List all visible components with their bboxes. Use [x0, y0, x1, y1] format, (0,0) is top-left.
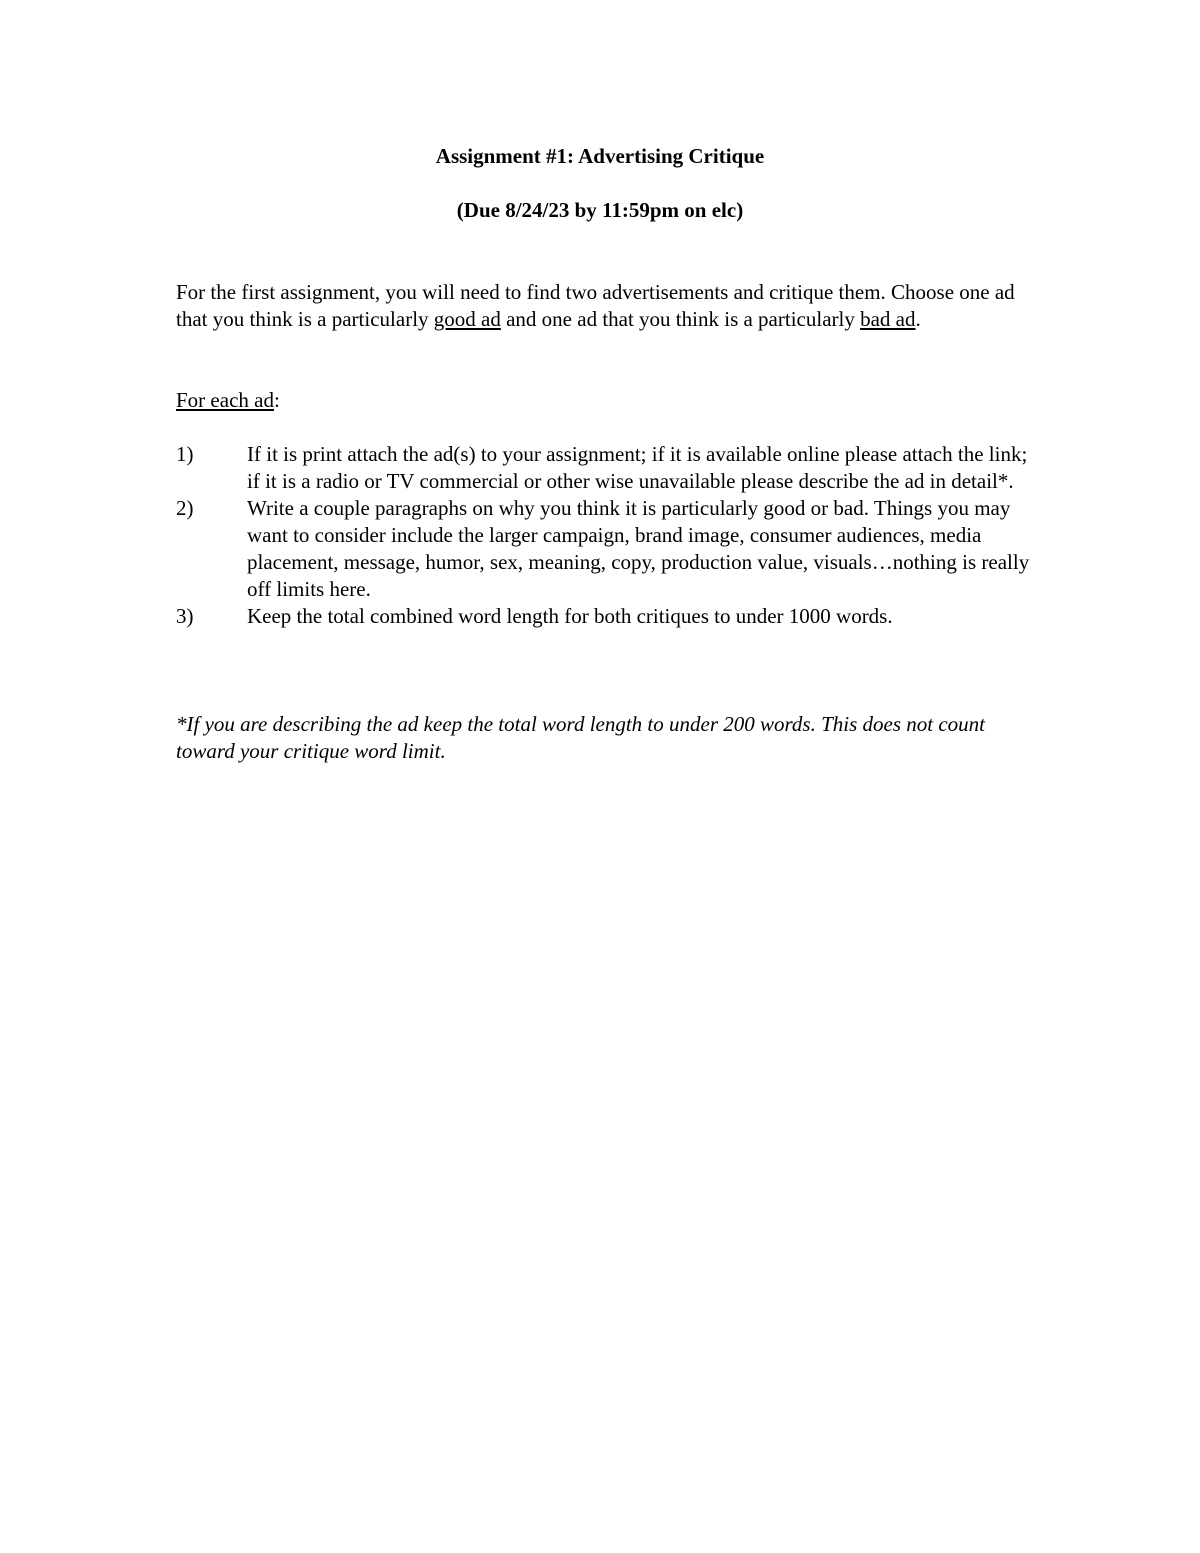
footnote: *If you are describing the ad keep the total word length to under 200 words. This does not count toward your critique word limit.	[176, 712, 986, 763]
list-item-number: 2)	[176, 496, 194, 520]
list-item-text: Write a couple paragraphs on why you think it is particularly good or bad. Things you may want to consider include the larger campaign, brand image, consumer audiences, media placement, message, humor, sex, meaning, copy, production value, visuals…nothing is really off limits here.	[247, 496, 1030, 601]
list-item	[176, 495, 1036, 603]
list-item-text: Keep the total combined word length for both critiques to under 1000 words.	[247, 604, 893, 628]
bad-ad-text: bad ad	[860, 307, 916, 331]
good-ad-text: good ad	[433, 307, 501, 331]
list-item	[176, 603, 1036, 630]
intro-text-3: .	[915, 307, 921, 331]
list-item-text: If it is print attach the ad(s) to your assignment; if it is available online please attach the link; if it is a radio or TV commercial or other wise unavailable please describe the ad in detail*.	[247, 442, 1028, 493]
for-each-colon: :	[273, 388, 280, 412]
intro-text-2: and one ad that you think is a particularly	[500, 307, 861, 331]
list-item-number: 1)	[176, 442, 194, 466]
for-each-heading	[176, 387, 280, 414]
document-title: Assignment #1: Advertising Critique	[435, 144, 765, 168]
for-each-label: For each ad	[176, 388, 274, 412]
due-date: (Due 8/24/23 by 11:59pm on elc)	[456, 198, 744, 222]
intro-text-1: For the first assignment, you will need to find two advertisements and critique them. Choose one ad that you think is a particularly	[176, 280, 1015, 331]
list-item-number: 3)	[176, 604, 194, 628]
intro-paragraph	[176, 279, 1016, 333]
instruction-list	[176, 441, 1036, 630]
list-item	[176, 441, 1036, 495]
